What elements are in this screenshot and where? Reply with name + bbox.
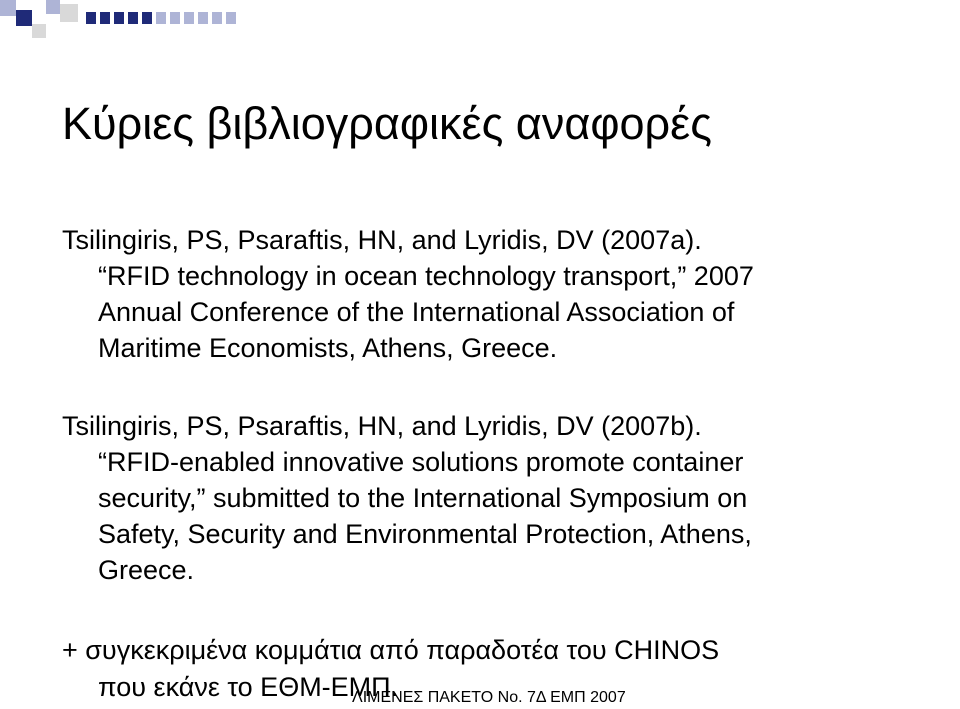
reference-line: Greece. (98, 555, 195, 585)
deco-square (46, 0, 60, 14)
note-line: + συγκεκριμένα κομμάτια από παραδοτέα του CHINOS (62, 635, 720, 665)
slide-title: Κύριες βιβλιογραφικές αναφορές (62, 98, 712, 149)
reference-line: Tsilingiris, PS, Psaraftis, HN, and Lyridis, DV (2007b). (62, 411, 702, 441)
deco-square (60, 4, 78, 22)
deco-square (184, 12, 194, 24)
slide-footer: ΛΙΜΕΝΕΣ ΠΑΚΕΤΟ No. 7Δ ΕΜΠ 2007 (352, 689, 626, 706)
reference-line: “RFID-enabled innovative solutions promote container (98, 447, 744, 477)
reference-line: Annual Conference of the International Association of (98, 297, 735, 327)
deco-square (100, 12, 110, 24)
deco-square (0, 0, 16, 16)
note-line: που εκάνε το ΕΘΜ-ΕΜΠ. (98, 672, 399, 702)
reference-line: “RFID technology in ocean technology transport,” 2007 (98, 261, 754, 291)
deco-square (170, 12, 180, 24)
decorative-squares (0, 0, 260, 50)
reference-line: security,” submitted to the International Symposium on (98, 483, 748, 513)
reference-line: Safety, Security and Environmental Protection, Athens, (98, 519, 752, 549)
deco-square (114, 12, 124, 24)
reference-line: Maritime Economists, Athens, Greece. (98, 333, 558, 363)
deco-square (128, 12, 138, 24)
deco-square (156, 12, 166, 24)
deco-square (142, 12, 152, 24)
reference-1 (62, 222, 942, 366)
deco-square (32, 24, 46, 38)
reference-line: Tsilingiris, PS, Psaraftis, HN, and Lyridis, DV (2007a). (62, 225, 702, 255)
deco-square (86, 12, 96, 24)
deco-square (16, 10, 32, 26)
reference-2 (62, 408, 942, 588)
deco-square (212, 12, 222, 24)
deco-square (198, 12, 208, 24)
deco-square (226, 12, 236, 24)
